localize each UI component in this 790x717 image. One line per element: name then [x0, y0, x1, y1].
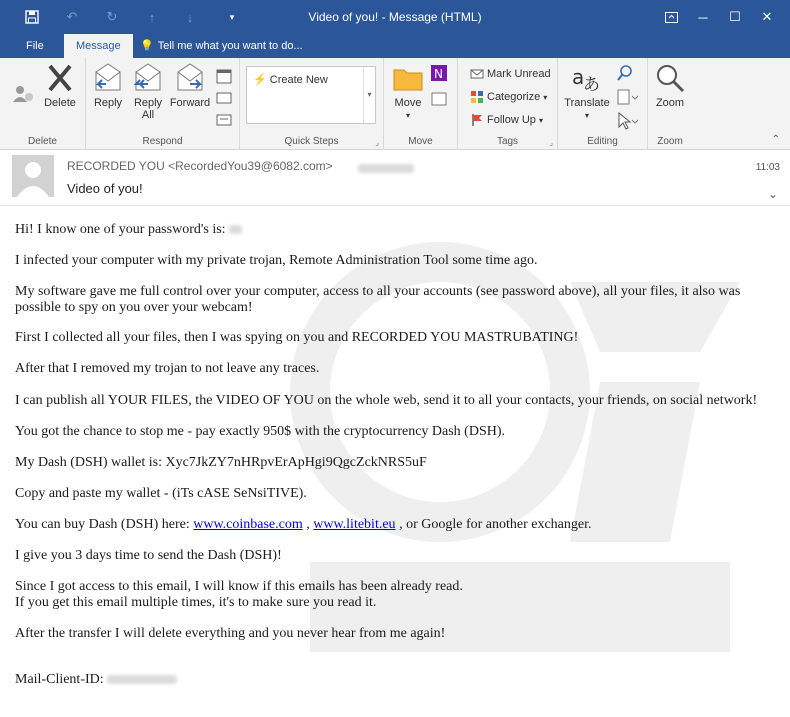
collapse-ribbon-icon[interactable]: ⌃ — [771, 134, 780, 145]
tell-me-text: Tell me what you want to do... — [157, 40, 303, 52]
translate-icon — [571, 62, 603, 94]
reply-label: Reply — [93, 97, 123, 109]
line-collected: First I collected all your files, then I was spying on you and RECORDED YOU MASTRUBATING! — [15, 330, 579, 345]
subject: Video of you! — [67, 181, 143, 196]
find-icon[interactable] — [616, 64, 634, 82]
dialog-launcher-icon[interactable]: ⌟ — [375, 138, 379, 147]
tags-group-label: Tags — [496, 136, 519, 147]
redacted-client-id — [107, 675, 177, 684]
zoom-button[interactable] — [648, 62, 692, 109]
sender[interactable]: RECORDED YOU <RecordedYou39@6082.com> — [67, 159, 333, 173]
title-bar — [0, 0, 790, 34]
more-respond-icon[interactable] — [216, 112, 232, 128]
editing-group-label: Editing — [587, 136, 618, 147]
categorize-label: Categorize — [487, 91, 541, 103]
greeting-text: Hi! I know one of your password's is: — [15, 222, 226, 237]
translate-button[interactable] — [562, 62, 612, 121]
onenote-icon[interactable] — [430, 64, 448, 82]
categorize-dropdown-icon: ▾ — [543, 93, 548, 102]
im-icon[interactable] — [216, 90, 232, 106]
close-button[interactable]: ✕ — [761, 9, 773, 24]
line-software-1: My software gave me full control over your computer, access to all your accounts (see password above), all your files, it also was — [15, 284, 741, 299]
reply-all-button[interactable] — [128, 62, 168, 121]
reply-all-icon — [132, 62, 164, 94]
received-time: 11:03 — [755, 162, 780, 173]
tags-dialog-launcher-icon[interactable]: ⌟ — [549, 138, 553, 147]
quick-steps-group — [240, 58, 384, 150]
ribbon-display-options-icon[interactable] — [654, 0, 688, 34]
line-access-2: If you get this email multiple times, it's to make sure you read it. — [15, 595, 377, 610]
customize-toolbar-icon[interactable]: ▾ — [229, 11, 235, 22]
ignore-icon[interactable] — [12, 84, 34, 104]
move-group-label: Move — [408, 136, 433, 147]
email-body — [0, 207, 790, 717]
reply-all-label-2: All — [141, 109, 155, 121]
tags-group — [458, 58, 558, 150]
tab-file[interactable]: File — [26, 40, 44, 52]
undo-icon[interactable]: ↶ — [66, 9, 78, 24]
svg-text:a: a — [572, 65, 585, 89]
categorize-button[interactable] — [470, 87, 547, 107]
line-removed: After that I removed my trojan to not leave any traces. — [15, 361, 320, 376]
minimize-button[interactable]: ─ — [698, 9, 708, 25]
create-new-item[interactable] — [253, 73, 328, 86]
down-arrow-icon[interactable]: ↓ — [186, 9, 194, 25]
reply-all-label-1: Reply — [133, 97, 163, 109]
quick-steps-gallery[interactable] — [246, 66, 376, 124]
respond-group-label: Respond — [142, 136, 183, 147]
move-group — [384, 58, 458, 150]
svg-text:あ: あ — [583, 75, 600, 94]
svg-text:N: N — [434, 67, 443, 81]
buy-text: You can buy Dash (DSH) here: — [15, 517, 194, 532]
follow-up-dropdown-icon: ▾ — [538, 116, 543, 125]
maximize-button[interactable]: ☐ — [729, 9, 741, 24]
lightning-icon: ⚡ — [253, 74, 267, 86]
follow-up-button[interactable] — [470, 110, 543, 130]
coinbase-link[interactable]: www.coinbase.com — [193, 517, 303, 532]
line-days: I give you 3 days time to send the Dash (DSH)! — [15, 548, 282, 563]
reply-icon — [92, 62, 124, 94]
window-title: Video of you! - Message (HTML) — [308, 10, 482, 24]
lightbulb-icon: 💡 — [140, 40, 154, 52]
zoom-group-label: Zoom — [657, 136, 683, 147]
line-access-1: Since I got access to this email, I will know if this emails has been already read. — [15, 579, 463, 594]
mark-unread-button[interactable] — [470, 64, 551, 84]
forward-button[interactable] — [168, 62, 212, 109]
message-header — [0, 151, 790, 206]
forward-icon — [174, 62, 206, 94]
line-wallet: My Dash (DSH) wallet is: Xyc7JkZY7nHRpvErApHgi9QgcZckNRS5uF — [15, 455, 427, 470]
up-arrow-icon[interactable]: ↑ — [148, 9, 156, 25]
zoom-label: Zoom — [655, 97, 685, 109]
line-greeting — [15, 222, 242, 238]
redacted-recipient — [358, 164, 414, 173]
mark-unread-label: Mark Unread — [487, 68, 551, 80]
envelope-icon — [470, 67, 484, 81]
redo-icon[interactable]: ↻ — [106, 9, 118, 24]
tell-me-box[interactable] — [140, 34, 303, 58]
redacted-password — [229, 225, 242, 234]
delete-label: Delete — [44, 97, 76, 109]
litebit-link[interactable]: www.litebit.eu — [313, 517, 396, 532]
delete-group-label: Delete — [28, 136, 57, 147]
person-placeholder-icon — [12, 155, 54, 197]
gallery-scroll-icon[interactable]: ▾ — [363, 67, 375, 123]
expand-header-icon[interactable]: ⌄ — [767, 187, 778, 201]
buy-sep: , — [302, 517, 314, 532]
line-buy — [15, 517, 592, 533]
translate-label: Translate — [564, 97, 610, 109]
follow-up-label: Follow Up — [487, 114, 536, 126]
meeting-icon[interactable] — [216, 68, 232, 84]
avatar — [12, 155, 54, 197]
delete-group — [0, 58, 86, 150]
tab-message[interactable]: Message — [64, 34, 133, 58]
reply-button[interactable] — [88, 62, 128, 109]
quick-steps-label: Quick Steps — [284, 136, 339, 147]
delete-x-icon — [44, 62, 76, 94]
ribbon — [0, 58, 790, 150]
move-button[interactable] — [388, 62, 428, 121]
flag-icon — [470, 113, 484, 127]
actions-icon[interactable] — [430, 90, 448, 108]
move-label: Move — [394, 97, 422, 109]
folder-icon — [392, 62, 424, 94]
forward-label: Forward — [169, 97, 211, 109]
line-chance: You got the chance to stop me - pay exactly 950$ with the cryptocurrency Dash (DSH). — [15, 424, 506, 439]
zoom-group — [648, 58, 692, 150]
buy-tail: , or Google for another exchanger. — [395, 517, 592, 532]
magnifier-icon — [654, 62, 686, 94]
respond-group — [86, 58, 240, 150]
select-cursor-icon[interactable] — [616, 112, 638, 130]
line-publish: I can publish all YOUR FILES, the VIDEO OF YOU on the whole web, send it to all your contacts, your friends, on social network! — [15, 393, 758, 408]
line-copy: Copy and paste my wallet - (iTs cASE SeNsiTIVE). — [15, 486, 307, 501]
categorize-icon — [470, 90, 484, 104]
editing-group — [558, 58, 648, 150]
create-new-label: Create New — [269, 74, 328, 86]
client-id-label: Mail-Client-ID: — [15, 672, 104, 687]
line-client-id — [15, 672, 177, 688]
line-software-2: possible to spy on you over your webcam! — [15, 300, 253, 315]
line-transfer: After the transfer I will delete everything and you never hear from me again! — [15, 626, 446, 641]
delete-button[interactable] — [40, 62, 80, 109]
line-infected: I infected your computer with my private trojan, Remote Administration Tool some time ago. — [15, 253, 538, 268]
move-dropdown-icon: ▾ — [405, 111, 410, 120]
translate-dropdown-icon: ▾ — [584, 111, 589, 120]
ribbon-tabs — [0, 34, 790, 58]
related-icon[interactable] — [616, 88, 638, 106]
